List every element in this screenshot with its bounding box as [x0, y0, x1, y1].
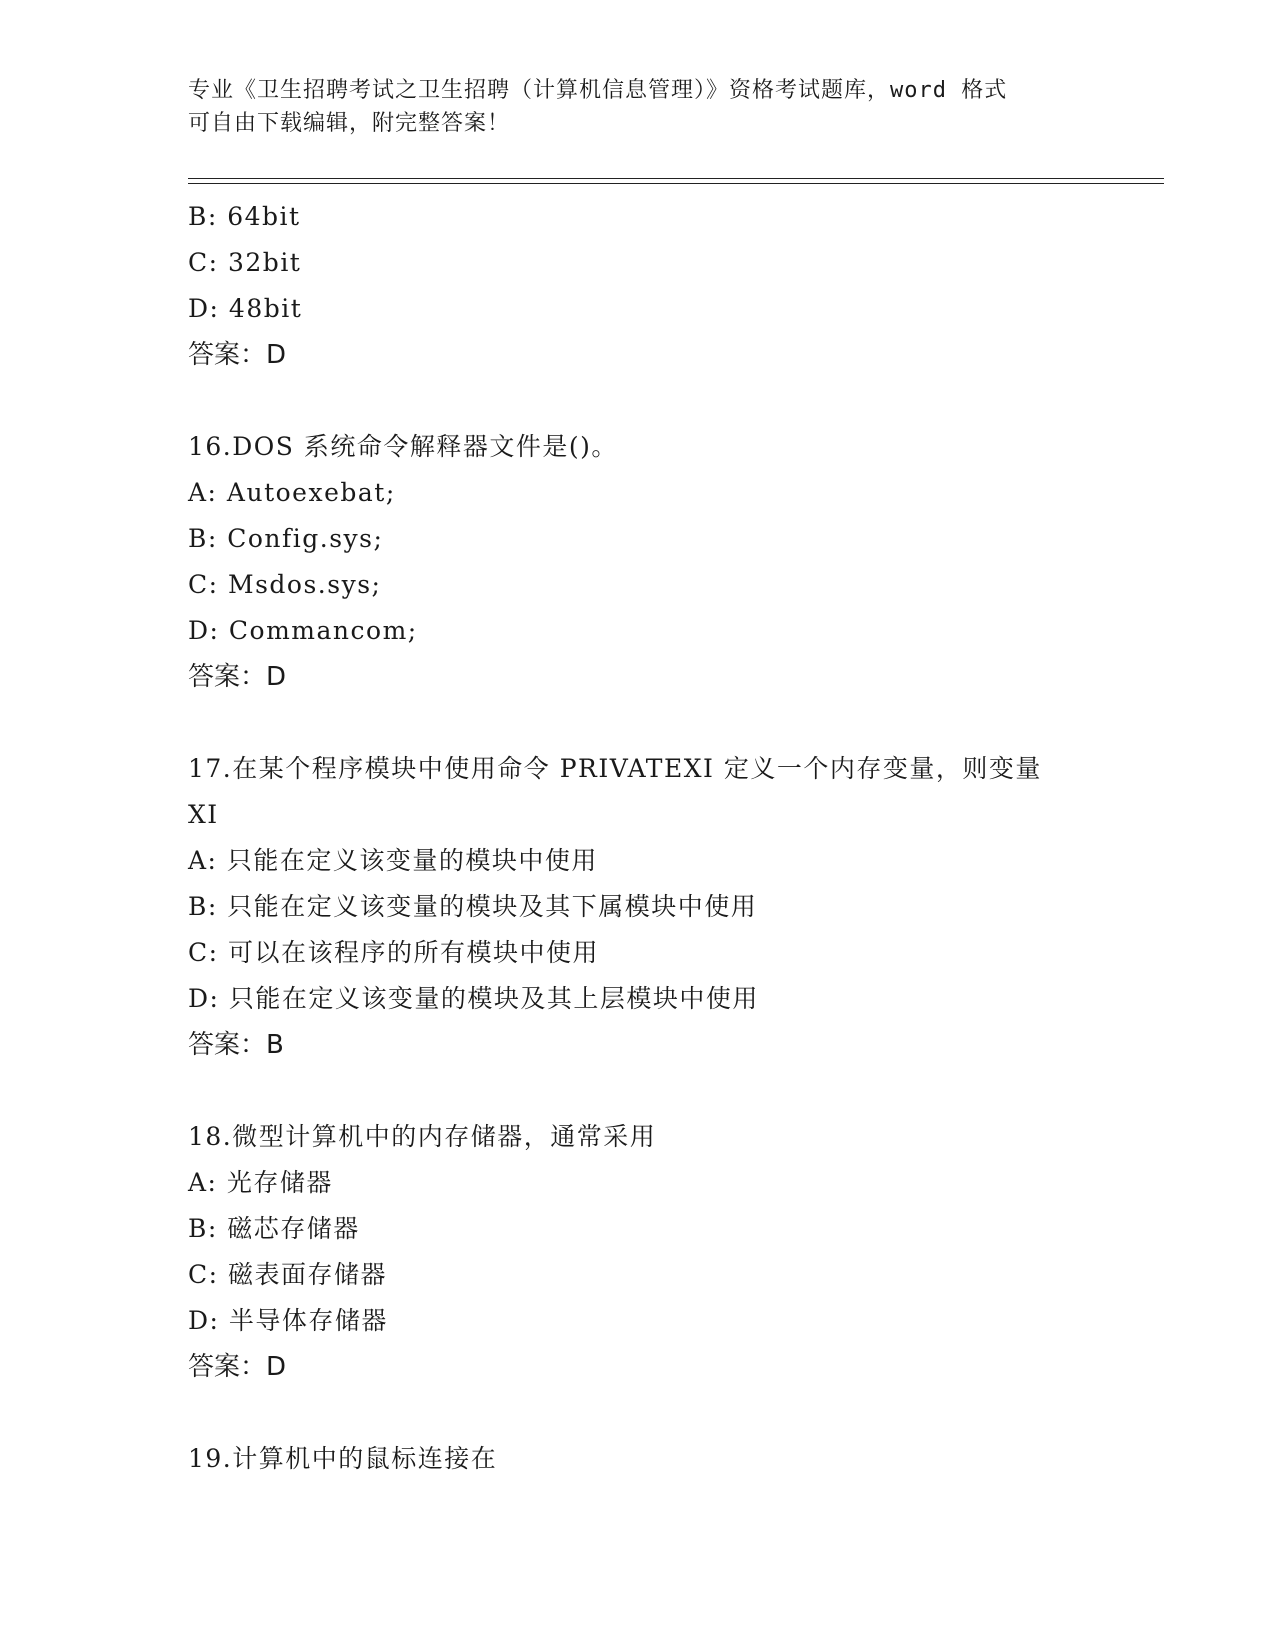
question-stem-continued: XI: [188, 800, 219, 829]
question-stem: 17.在某个程序模块中使用命令 PRIVATEXI 定义一个内存变量，则变量: [188, 754, 1042, 783]
option-d: D: Commancom;: [188, 616, 418, 645]
option-b: B: 磁芯存储器: [188, 1214, 360, 1243]
header-line-2: 可自由下载编辑，附完整答案！: [188, 111, 511, 136]
answer: 答案：D: [188, 662, 287, 692]
option-c: C: 可以在该程序的所有模块中使用: [188, 938, 599, 967]
document-body: [188, 194, 1148, 1482]
option-c: C: 磁表面存储器: [188, 1260, 387, 1289]
answer: 答案：B: [188, 1030, 284, 1060]
option-b: B: 64bit: [188, 202, 301, 231]
option-d: D: 48bit: [188, 294, 303, 323]
header-rule-top: [188, 178, 1164, 179]
option-a: A: 只能在定义该变量的模块中使用: [188, 846, 598, 875]
answer: 答案：D: [188, 340, 287, 370]
option-a: A: 光存储器: [188, 1168, 333, 1197]
answer: 答案：D: [188, 1352, 287, 1382]
question-16: [188, 424, 1148, 700]
option-c: C: 32bit: [188, 248, 302, 277]
question-15-continued: [188, 194, 1148, 378]
question-stem: 18.微型计算机中的内存储器，通常采用: [188, 1122, 657, 1151]
question-18: [188, 1114, 1148, 1390]
option-b: B: 只能在定义该变量的模块及其下属模块中使用: [188, 892, 758, 921]
header-line-1: 专业《卫生招聘考试之卫生招聘（计算机信息管理）》资格考试题库，word 格式: [188, 78, 1008, 103]
option-b: B: Config.sys;: [188, 524, 384, 553]
question-19: [188, 1436, 1148, 1482]
option-d: D: 半导体存储器: [188, 1306, 388, 1335]
header-rule-bottom: [188, 183, 1164, 184]
question-stem: 16.DOS 系统命令解释器文件是()。: [188, 432, 618, 461]
document-header: [188, 74, 1088, 140]
option-d: D: 只能在定义该变量的模块及其上层模块中使用: [188, 984, 759, 1013]
question-stem: 19.计算机中的鼠标连接在: [188, 1444, 498, 1473]
option-a: A: Autoexebat;: [188, 478, 396, 507]
option-c: C: Msdos.sys;: [188, 570, 382, 599]
question-17: [188, 746, 1148, 1068]
